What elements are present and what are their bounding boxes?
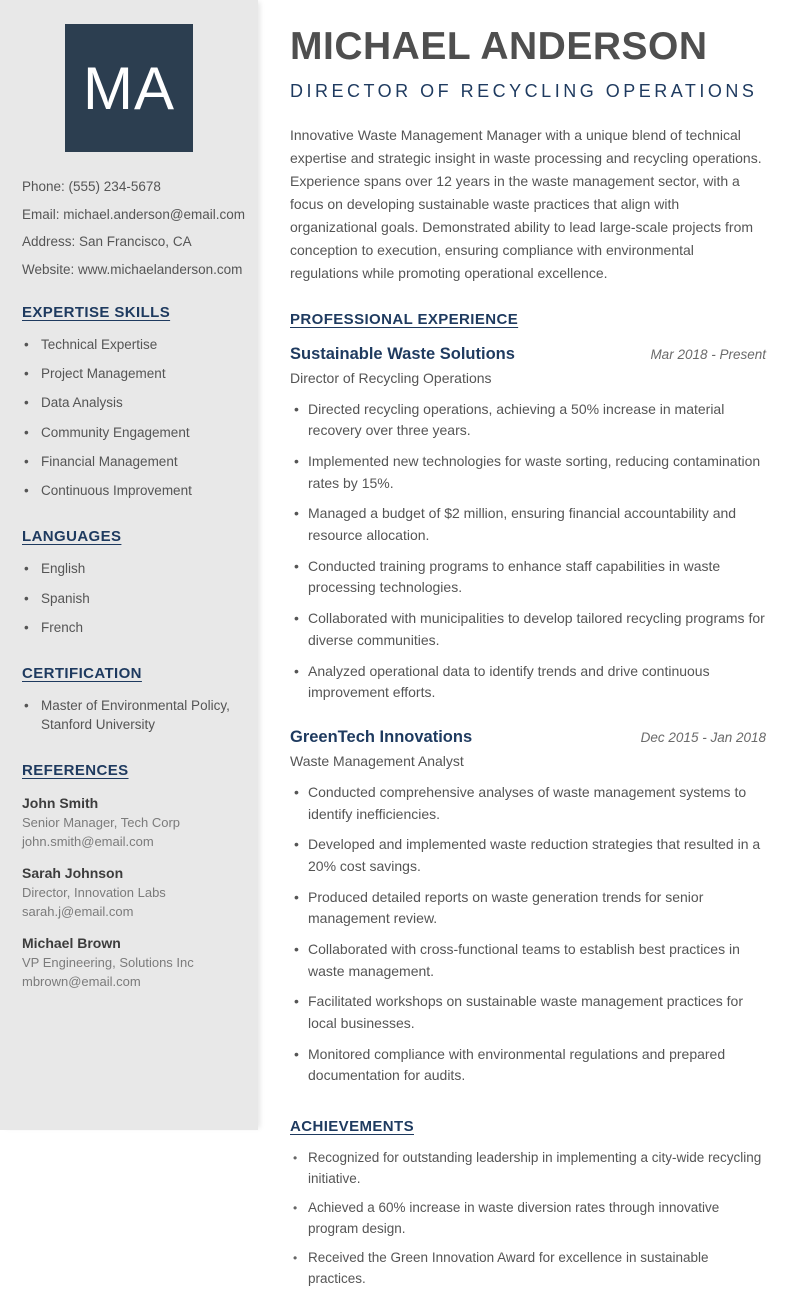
job-header — [290, 728, 766, 747]
reference-name: Sarah Johnson — [22, 864, 124, 881]
skill-item: • Technical Expertise — [22, 336, 236, 355]
job-bullet: • Directed recycling operations, achieving a 50% increase in material recovery over three years. — [290, 399, 766, 442]
reference-email: mbrown@email.com — [22, 973, 141, 989]
job-entry — [290, 728, 766, 1087]
language-item: • Spanish — [22, 590, 236, 609]
reference-email: john.smith@email.com — [22, 833, 154, 849]
reference-entry — [22, 935, 236, 989]
job-header — [290, 345, 766, 364]
certification-heading: CERTIFICATION — [22, 665, 142, 683]
company-name: GreenTech Innovations — [290, 727, 473, 746]
certification-list — [22, 697, 236, 735]
job-entry — [290, 345, 766, 704]
reference-role: VP Engineering, Solutions Inc — [22, 954, 194, 970]
skill-item: • Financial Management — [22, 453, 236, 472]
company-name: Sustainable Waste Solutions — [290, 344, 515, 363]
job-bullet: • Conducted training programs to enhance staff capabilities in waste processing technologies. — [290, 556, 766, 599]
certification-item: • Master of Environmental Policy, Stanford University — [22, 697, 236, 735]
references-heading: REFERENCES — [22, 761, 129, 779]
reference-name: Michael Brown — [22, 934, 121, 951]
person-job-title: DIRECTOR OF RECYCLING OPERATIONS — [290, 81, 758, 101]
reference-name: John Smith — [22, 794, 99, 811]
job-bullet: • Analyzed operational data to identify trends and drive continuous improvement efforts. — [290, 661, 766, 704]
job-bullet-list — [290, 782, 766, 1087]
reference-role: Senior Manager, Tech Corp — [22, 814, 181, 830]
languages-heading: LANGUAGES — [22, 528, 122, 546]
reference-email: sarah.j@email.com — [22, 903, 134, 919]
achievement-item: • Received the Green Innovation Award for excellence in sustainable practices. — [290, 1248, 766, 1290]
job-bullet-list — [290, 399, 766, 704]
skill-item: • Project Management — [22, 365, 236, 384]
summary-paragraph: Innovative Waste Management Manager with a unique blend of technical expertise and strategic insight in waste processing and recycling operations. Experience spans over 12 years in the waste management sector, with a focus on developing sustainable waste practices that align with organizational goals. Demonstrated ability to lead large-scale projects from conception to execution, ensuring compliance with environmental regulations while promoting operational excellence. — [290, 127, 762, 281]
job-bullet: • Monitored compliance with environmental regulations and prepared documentation for audits. — [290, 1044, 766, 1087]
skills-list — [22, 336, 236, 502]
language-item: • English — [22, 560, 236, 579]
job-dates: Mar 2018 - Present — [650, 346, 766, 362]
reference-entry — [22, 795, 236, 849]
job-bullet: • Implemented new technologies for waste sorting, reducing contamination rates by 15%. — [290, 451, 766, 494]
job-bullet: • Collaborated with cross-functional teams to establish best practices in waste management. — [290, 939, 766, 982]
person-name: MICHAEL ANDERSON — [290, 25, 708, 68]
job-bullet: • Managed a budget of $2 million, ensuring financial accountability and resource allocation. — [290, 503, 766, 546]
job-bullet: • Produced detailed reports on waste generation trends for senior management review. — [290, 887, 766, 930]
monogram-initials: MA — [83, 54, 175, 122]
job-role: Director of Recycling Operations — [290, 369, 492, 386]
achievement-item: • Achieved a 60% increase in waste diversion rates through innovative program design. — [290, 1198, 766, 1240]
contact-email: Email: michael.anderson@email.com — [22, 206, 246, 222]
skill-item: • Continuous Improvement — [22, 482, 236, 501]
languages-list — [22, 560, 236, 638]
job-bullet: • Developed and implemented waste reduction strategies that resulted in a 20% cost savings. — [290, 834, 766, 877]
job-role: Waste Management Analyst — [290, 752, 464, 769]
job-bullet: • Facilitated workshops on sustainable waste management practices for local businesses. — [290, 991, 766, 1034]
reference-entry — [22, 865, 236, 919]
achievements-heading: ACHIEVEMENTS — [290, 1118, 414, 1136]
main-content — [258, 0, 800, 1286]
achievements-list — [290, 1148, 766, 1290]
job-dates: Dec 2015 - Jan 2018 — [640, 729, 766, 745]
achievement-item: • Recognized for outstanding leadership in implementing a city-wide recycling initiative. — [290, 1148, 766, 1190]
contact-address: Address: San Francisco, CA — [22, 234, 192, 249]
reference-role: Director, Innovation Labs — [22, 884, 166, 900]
skills-heading: EXPERTISE SKILLS — [22, 303, 171, 321]
experience-heading: PROFESSIONAL EXPERIENCE — [290, 310, 519, 328]
job-bullet: • Collaborated with municipalities to develop tailored recycling programs for diverse communities. — [290, 608, 766, 651]
sidebar — [0, 0, 258, 1130]
skill-item: • Community Engagement — [22, 424, 236, 443]
contact-block — [22, 179, 246, 277]
skill-item: • Data Analysis — [22, 394, 236, 413]
language-item: • French — [22, 619, 236, 638]
contact-website: Website: www.michaelanderson.com — [22, 261, 243, 277]
contact-phone: Phone: (555) 234-5678 — [22, 179, 161, 194]
job-bullet: • Conducted comprehensive analyses of waste management systems to identify inefficiencies. — [290, 782, 766, 825]
monogram-avatar — [65, 24, 193, 152]
